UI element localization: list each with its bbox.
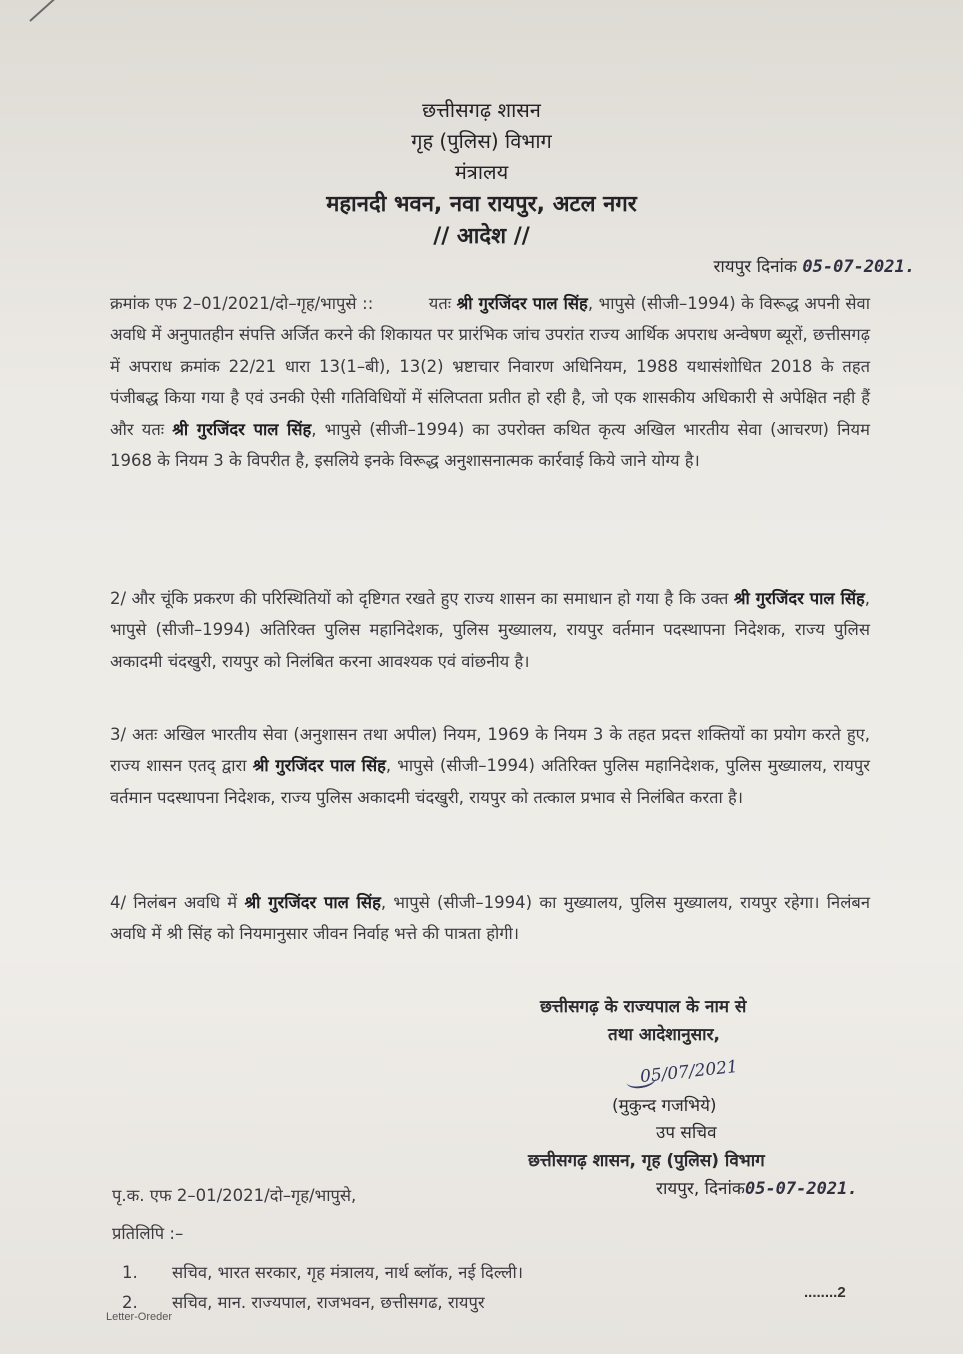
signatory-place-date-label: रायपुर, दिनांक [656,1179,745,1199]
pen-mark [29,0,62,22]
header-department: गृह (पुलिस) विभाग [411,129,552,153]
officer-name: श्री गुरजिंदर पाल सिंह [456,294,588,313]
p3-text-a: 3/ अतः अखिल भारतीय सेवा (अनुशासन तथा अपील) नियम, 1969 के नियम 3 के तहत प्रदत्त शक्तियों का प्रयोग करते हुए, राज्य शासन एतद् द्वारा [110,725,870,776]
p1-text-a: यतः [428,294,457,313]
file-name-footer: Letter-Oreder [106,1311,173,1323]
header-address: महानदी भवन, नवा रायपुर, अटल नगर [326,192,637,217]
signatory-designation: उप सचिव [656,1123,717,1143]
signatory-place-date-value: 05-07-2021. [744,1179,858,1199]
copy-list-number: 1. [122,1263,138,1282]
copy-list-text: सचिव, भारत सरकार, गृह मंत्रालय, नार्थ ब्लॉक, नई दिल्ली। [172,1263,523,1282]
header-ministry: मंत्रालय [454,160,509,184]
officer-name: श्री गुरजिंदर पाल सिंह [244,893,381,912]
copy-list-item [122,1260,523,1283]
paragraph-4 [110,887,870,950]
paragraph-1 [110,288,870,476]
continued-marker: ........2 [804,1284,846,1301]
officer-name: श्री गुरजिंदर पाल सिंह [172,419,312,439]
signature-date: 05/07/2021 [639,1056,739,1088]
p1-text-c: , भापुसे (सीजी–1994) का उपरोक्त कथित कृत्य अखिल भारतीय सेवा (आचरण) नियम 1968 के नियम 3 के विपरीत है, इसलिये इनके विरूद्ध अनुशासनात्मक कार्रवाई किये जाने योग्य है। [110,419,870,471]
signatory-authority-line2: तथा आदेशानुसार, [608,1025,720,1045]
p4-text-b: , भापुसे (सीजी–1994) का मुख्यालय, पुलिस मुख्यालय, रायपुर रहेगा। निलंबन अवधि में श्री सिंह को नियमानुसार जीवन निर्वाह भत्ते की पात्रता होगी। [110,893,870,944]
order-date-value: 05-07-2021. [802,257,915,277]
copy-list-text: सचिव, मान. राज्यपाल, राजभवन, छत्तीसगढ, रायपुर [172,1293,485,1312]
copy-to-label: प्रतिलिपि :– [112,1224,184,1243]
signatory-name: (मुकुन्द गजभिये) [612,1096,717,1116]
order-date-label: रायपुर दिनांक [713,257,797,277]
header-government: छत्तीसगढ़ शासन [422,98,541,122]
order-title: // आदेश // [433,224,530,249]
signatory-department: छत्तीसगढ़ शासन, गृह (पुलिस) विभाग [528,1151,765,1171]
p2-text-a: 2/ और चूंकि प्रकरण की परिस्थितियों को दृष्टिगत रखते हुए राज्य शासन का समाधान हो गया है कि उक्त [110,589,734,608]
p1-text-b: , भापुसे (सीजी–1994) के विरूद्ध अपनी सेवा अवधि में अनुपातहीन संपत्ति अर्जित करने की शिकायत पर प्रारंभिक जांच उपरांत राज्य आर्थिक अपराध अन्वेषण ब्यूरों, छत्तीसगढ़ में अपराध क्रमांक 22/21 धारा 13(1–बी), 13(2) भ्रष्टाचार निवारण अधिनियम, 1988 यथासंशोधित 2018 के तहत पंजीबद्ध किया गया है एवं उनकी ऐसी गतिविधियों में संलिप्तता प्रतीत हो रही है, जो एक शासकीय अधिकारी से अपेक्षित नही हैं और यतः [110,294,870,439]
signatory-place-date [656,1176,858,1199]
officer-name: श्री गुरजिंदर पाल सिंह [733,589,865,608]
paragraph-3 [110,719,870,813]
p3-text-b: , भापुसे (सीजी–1994) अतिरिक्त पुलिस महानिदेशक, पुलिस मुख्यालय, रायपुर वर्तमान पदस्थापना निदेशक, राज्य पुलिस अकादमी चंदखुरी, रायपुर को तत्काल प्रभाव से निलंबित करता है। [110,756,871,807]
p2-text-b: , भापुसे (सीजी–1994) अतिरिक्त पुलिस महानिदेशक, पुलिस मुख्यालय, रायपुर वर्तमान पदस्थापना निदेशक, राज्य पुलिस अकादमी चंदखुरी, रायपुर को निलंबित करना आवश्यक एवं वांछनीय है। [110,589,871,671]
copy-list-number: 2. [122,1293,138,1312]
paragraph-2 [110,583,870,677]
officer-name: श्री गुरजिंदर पाल सिंह [252,756,386,776]
signatory-authority-line1: छत्तीसगढ़ के राज्यपाल के नाम से [540,997,747,1017]
p4-text-a: 4/ निलंबन अवधि में [110,893,245,912]
order-reference: क्रमांक एफ 2–01/2021/दो–गृह/भापुसे :: [110,294,374,313]
endorsement-reference: पृ.क. एफ 2–01/2021/दो–गृह/भापुसे, [112,1186,357,1205]
order-date [713,254,915,277]
copy-list-item [122,1290,485,1313]
